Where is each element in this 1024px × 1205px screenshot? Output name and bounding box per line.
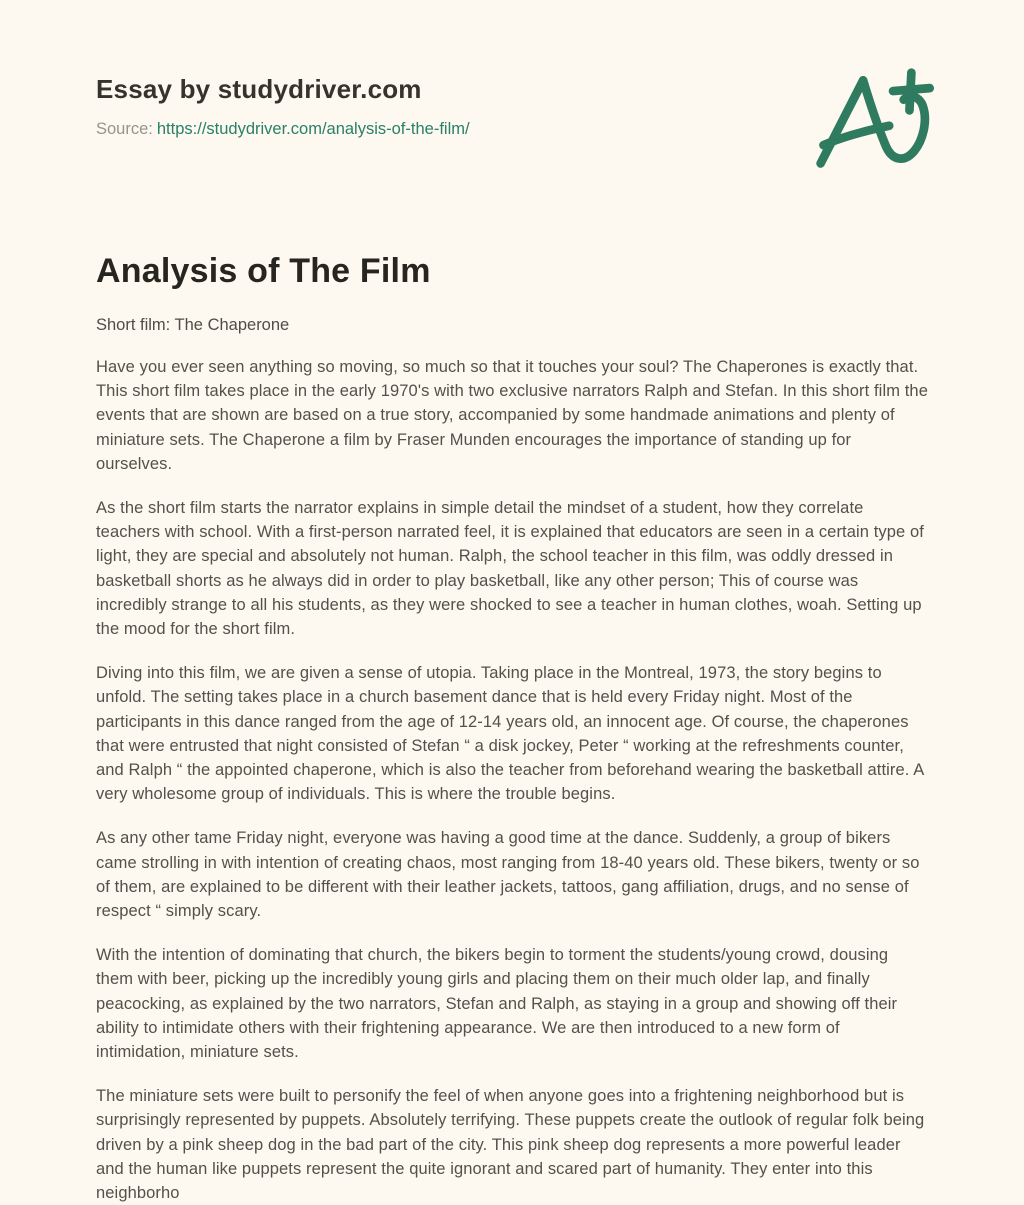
essay-paragraph-2: As the short film starts the narrator explains in simple detail the mindset of a student, how they correlate teachers with school. With a first-person narrated feel, it is explained that educators are seen in a certain type of light, they are special and absolutely not human. Ralph, the school teacher in this film, was oddly dressed in basketball shorts as he always did in order to play basketball, like any other person; This of course was incredibly strange to all his students, as they were shocked to see a teacher in human clothes, woah. Setting up the mood for the short film.: [96, 499, 924, 639]
article-title: Analysis of The Film: [96, 252, 431, 290]
essay-paragraph-3: Diving into this film, we are given a sense of utopia. Taking place in the Montreal, 1973, the story begins to unfold. The setting takes place in a church basement dance that is held every Friday night. Most of the participants in this dance ranged from the age of 12-14 years old, an innocent age. Of course, the chaperones that were entrusted that night consisted of Stefan “ a disk jockey, Peter “ working at the refreshments counter, and Ralph “ the appointed chaperone, which is also the teacher from beforehand wearing the basketball attire. A very wholesome group of individuals. This is where the trouble begins.: [96, 664, 924, 804]
page-header: [96, 0, 928, 139]
essay-paragraph-4: As any other tame Friday night, everyone was having a good time at the dance. Suddenly, a group of bikers came strolling in with intention of creating chaos, most ranging from 18-40 years old. These bikers, twenty or so of them, are explained to be different with their leather jackets, tattoos, gang affiliation, drugs, and no sense of respect “ simply scary.: [96, 829, 920, 921]
essay-article: [96, 139, 928, 1205]
source-line: [96, 120, 928, 139]
article-body: [96, 355, 928, 1205]
source-url-link[interactable]: https://studydriver.com/analysis-of-the-film/: [156, 120, 470, 138]
studydriver-a-plus-logo-icon: [810, 66, 950, 174]
essay-paragraph-6: The miniature sets were built to personify the feel of when anyone goes into a frightening neighborhood but is surprisingly represented by puppets. Absolutely terrifying. These puppets create the outlook of regular folk being driven by a pink sheep dog in the bad part of the city. This pink sheep dog represents a more powerful leader and the human like puppets represent the quite ignorant and scared part of humanity. They enter into this neighborho: [96, 1087, 925, 1203]
essay-paragraph-1: Have you ever seen anything so moving, so much so that it touches your soul? The Chaperones is exactly that. This short film takes place in the early 1970's with two exclusive narrators Ralph and Stefan. In this short film the events that are shown are based on a true story, accompanied by some handmade animations and plenty of miniature sets. The Chaperone a film by Fraser Munden encourages the importance of standing up for ourselves.: [96, 358, 928, 473]
site-title: Essay by studydriver.com: [96, 74, 422, 104]
article-subtitle: Short film: The Chaperone: [96, 316, 290, 334]
essay-paragraph-5: With the intention of dominating that church, the bikers begin to torment the students/young crowd, dousing them with beer, picking up the incredibly young girls and placing them on their much older lap, and finally peacocking, as explained by the two narrators, Stefan and Ralph, as staying in a group and showing off their ability to intimidate others with their frightening appearance. We are then introduced to a new form of intimidation, miniature sets.: [96, 946, 898, 1062]
source-label: Source:: [96, 120, 153, 138]
